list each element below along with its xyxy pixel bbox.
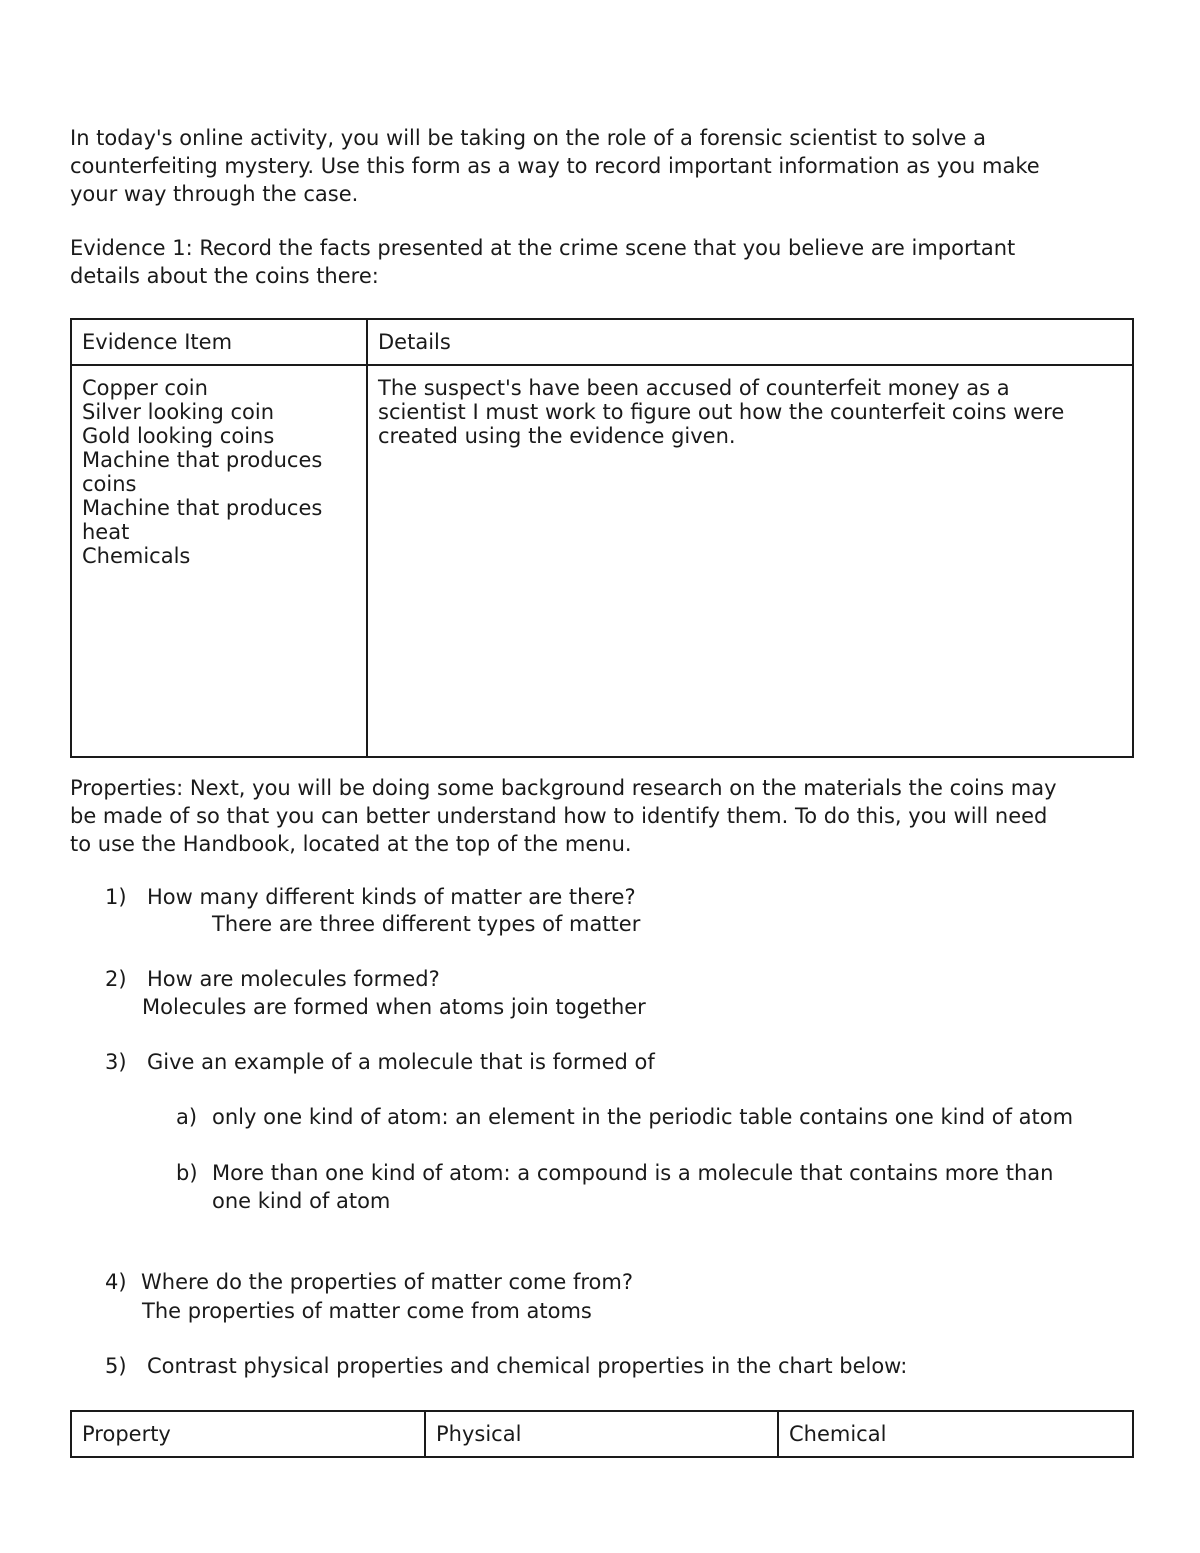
- question-4: [105, 1268, 633, 1296]
- answer-3a[interactable]: only one kind of atom: an element in the periodic table contains one kind of atom: [212, 1105, 1074, 1129]
- answer-4[interactable]: The properties of matter come from atoms: [142, 1299, 592, 1323]
- properties-line: to use the Handbook, located at the top of the menu.: [70, 832, 632, 856]
- answer-3b-line[interactable]: More than one kind of atom: a compound is a molecule that contains more than: [212, 1161, 1054, 1185]
- chemical-header: Chemical: [778, 1411, 1133, 1457]
- question-2: [105, 965, 440, 993]
- evidence-item: Chemicals: [82, 544, 191, 568]
- details-line: The suspect's have been accused of counterfeit money as a: [378, 376, 1010, 400]
- details-cell[interactable]: [367, 365, 1133, 757]
- evidence-item: heat: [82, 520, 130, 544]
- properties-line: Properties: Next, you will be doing some background research on the materials the coins may: [70, 776, 1057, 800]
- evidence-item: Copper coin: [82, 376, 208, 400]
- question-number: 3): [105, 1050, 127, 1074]
- question-5: [105, 1352, 907, 1380]
- intro-line: In today's online activity, you will be taking on the role of a forensic scientist to solve a: [70, 126, 986, 150]
- answer-2[interactable]: Molecules are formed when atoms join together: [142, 995, 646, 1019]
- question-3: [105, 1048, 655, 1076]
- intro-line: counterfeiting mystery. Use this form as a way to record important information as you make: [70, 154, 1040, 178]
- question-number: 4): [105, 1270, 127, 1294]
- physical-header: Physical: [425, 1411, 778, 1457]
- details-line: created using the evidence given.: [378, 424, 736, 448]
- question-text: Contrast physical properties and chemical properties in the chart below:: [147, 1354, 908, 1378]
- question-3b: [176, 1159, 1136, 1215]
- evidence-item: Gold looking coins: [82, 424, 275, 448]
- question-number: 1): [105, 885, 127, 909]
- evidence-item: Machine that produces: [82, 448, 323, 472]
- question-number: 2): [105, 967, 127, 991]
- property-table: [70, 1410, 1134, 1458]
- answer-1[interactable]: There are three different types of matter: [212, 912, 641, 936]
- sub-label: b): [176, 1161, 198, 1185]
- evidence-item: coins: [82, 472, 137, 496]
- evidence-line: details about the coins there:: [70, 264, 379, 288]
- properties-line: be made of so that you can better understand how to identify them. To do this, you will need: [70, 804, 1048, 828]
- details-header: Details: [367, 319, 1133, 365]
- evidence-items-cell[interactable]: [71, 365, 367, 757]
- property-header: Property: [71, 1411, 425, 1457]
- evidence-item-header: Evidence Item: [71, 319, 367, 365]
- intro-paragraph: [70, 124, 1140, 208]
- question-text: Where do the properties of matter come from?: [141, 1270, 633, 1294]
- evidence-table: [70, 318, 1134, 758]
- question-text: How many different kinds of matter are there?: [147, 885, 636, 909]
- sub-label: a): [176, 1105, 198, 1129]
- evidence-item: Machine that produces: [82, 496, 323, 520]
- intro-line: your way through the case.: [70, 182, 359, 206]
- question-1: [105, 883, 636, 911]
- question-text: How are molecules formed?: [147, 967, 440, 991]
- answer-3b-line[interactable]: one kind of atom: [212, 1189, 391, 1213]
- evidence-prompt: [70, 234, 1140, 290]
- evidence-item: Silver looking coin: [82, 400, 275, 424]
- question-3a: [176, 1103, 1136, 1131]
- details-line: scientist I must work to figure out how the counterfeit coins were: [378, 400, 1065, 424]
- properties-paragraph: [70, 774, 1140, 858]
- evidence-line: Evidence 1: Record the facts presented at the crime scene that you believe are important: [70, 236, 1016, 260]
- question-number: 5): [105, 1354, 127, 1378]
- question-text: Give an example of a molecule that is formed of: [147, 1050, 655, 1074]
